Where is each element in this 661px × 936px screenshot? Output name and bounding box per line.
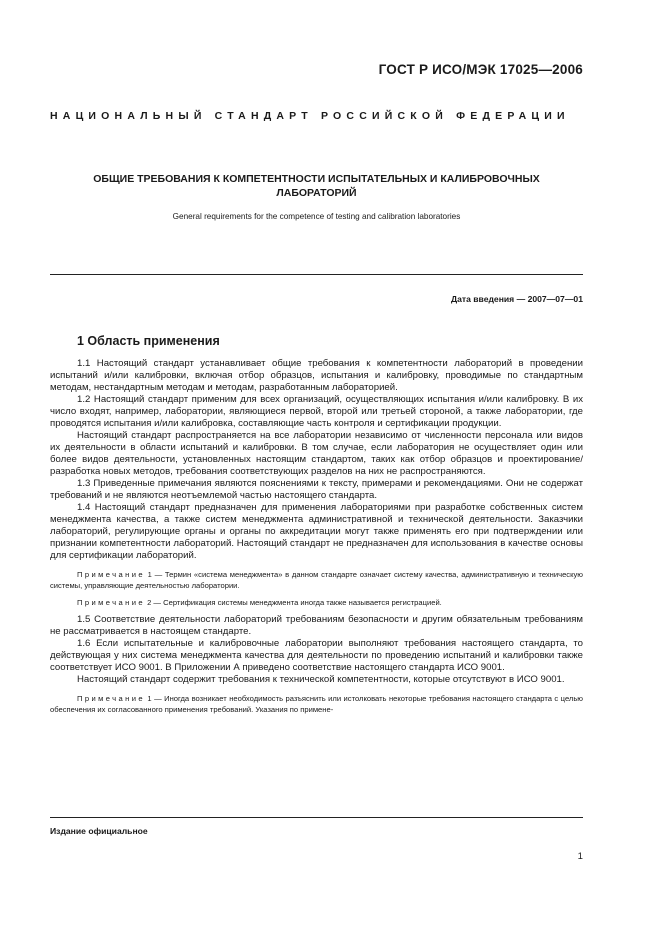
note-3 (50, 693, 583, 715)
note-1-text: 1 — Термин «система менеджмента» в данном стандарте означает систему качества, административную и техническую системы, управляющие деятельностью лаборатории. (50, 570, 583, 590)
paragraph-1-2: 1.2 Настоящий стандарт применим для всех организаций, осуществляющих испытания и/или калибровку. В их число входят, например, лаборатории, являющиеся первой, второй или третьей стороной, а также лаборатории, где проводятся испытания и/или калибровка, составляющие часть контроля и сертификации продукции. (50, 394, 583, 429)
paragraph-1-4: 1.4 Настоящий стандарт предназначен для применения лабораториями при разработке собственных систем менеджмента качества, а также систем менеджмента административной и технической деятельности. Заказчики лабораторий, регулирующие органы и органы по аккредитации могут также применять его при подтверждении или признании компетентности лабораторий. Настоящий стандарт не предназначен для использования в качестве основы для сертификации лабораторий. (50, 502, 583, 561)
note-3-text: 1 — Иногда возникает необходимость разъяснить или истолковать некоторые требования настоящего стандарта с целью обеспечения их согласованного применения требований. Указания по примене- (50, 694, 583, 714)
section-body (50, 358, 583, 721)
document-title-en: General requirements for the competence of testing and calibration laboratories (172, 212, 461, 221)
paragraph-technical-competence: Настоящий стандарт содержит требования к технической компетентности, которые отсутствуют в ИСО 9001. (77, 674, 565, 685)
section-heading: 1 Область применения (77, 334, 220, 348)
note-1 (50, 569, 583, 591)
official-edition-label: Издание официальное (50, 826, 148, 836)
note-2-text: 2 — Сертификация системы менеджмента иногда также называется регистрацией. (147, 598, 442, 607)
note-2 (50, 597, 583, 608)
paragraph-1-5: 1.5 Соответствие деятельности лабораторий требованиям безопасности и другим обязательным требованиям не рассматривается в настоящем стандарте. (50, 614, 583, 637)
page-number: 1 (577, 851, 583, 862)
standard-code: ГОСТ Р ИСО/МЭК 17025—2006 (378, 62, 583, 77)
note-label: Примечание (77, 570, 145, 579)
title-divider (50, 274, 583, 275)
paragraph-scope-extent: Настоящий стандарт распространяется на все лаборатории независимо от численности персонала или видов их деятельности в области испытаний и калибровки. В том случае, если лаборатория не осуществляет один или более видов деятельности, установленных настоящим стандартом, таких как отбор образцов и проектирование/разработка новых методов, требования соответствующих разделов на них не распространяются. (50, 430, 583, 477)
note-label: Примечание (77, 598, 145, 607)
note-label: Примечание (77, 694, 145, 703)
paragraph-1-1: 1.1 Настоящий стандарт устанавливает общие требования к компетентности лабораторий в проведении испытаний и/или калибровки, включая отбор образцов, испытания и калибровку, проводимые по стандартным методам, нестандартным методам и методам, разработанным лабораторией. (50, 358, 583, 393)
paragraph-1-3: 1.3 Приведенные примечания являются пояснениями к тексту, примерами и рекомендациями. Они не содержат требований и не являются неотъемлемой частью настоящего стандарта. (50, 478, 583, 501)
national-standard-banner: НАЦИОНАЛЬНЫЙ СТАНДАРТ РОССИЙСКОЙ ФЕДЕРАЦИИ (50, 110, 570, 122)
document-title-ru: ОБЩИЕ ТРЕБОВАНИЯ К КОМПЕТЕНТНОСТИ ИСПЫТАТЕЛЬНЫХ И КАЛИБРОВОЧНЫХ ЛАБОРАТОРИЙ (93, 173, 540, 199)
footer-divider (50, 817, 583, 818)
paragraph-1-6: 1.6 Если испытательные и калибровочные лаборатории выполняют требования настоящего стандарта, то действующая у них система менеджмента качества для деятельности по проведению испытаний и калибровки также соответствует ИСО 9001. В Приложении А приведено соответствие настоящего стандарта ИСО 9001. (50, 638, 583, 673)
introduction-date: Дата введения — 2007—07—01 (450, 294, 583, 304)
